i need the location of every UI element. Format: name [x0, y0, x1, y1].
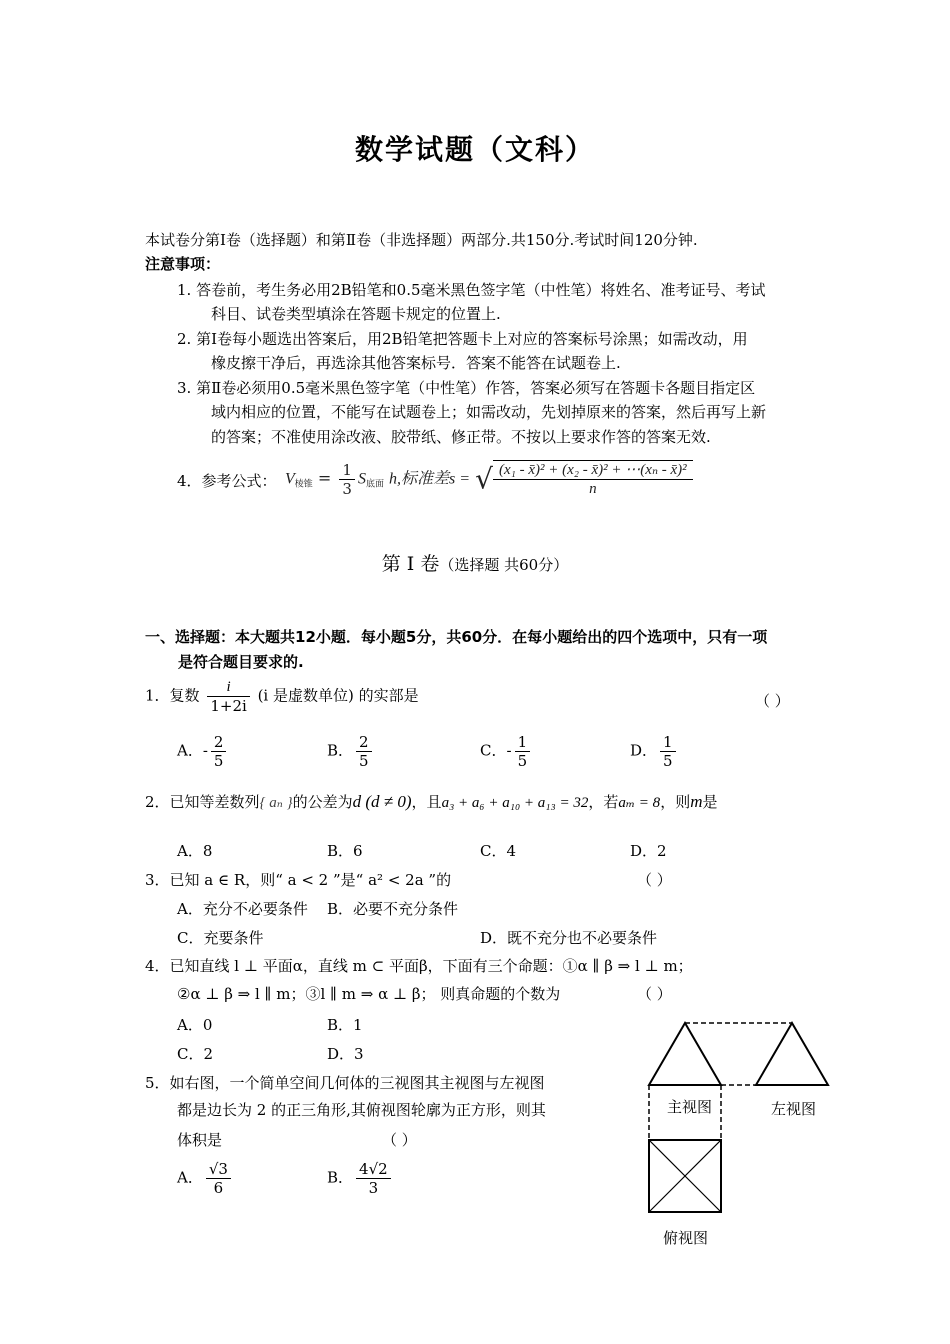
- note-2-line-1: 2. 第Ⅰ卷每小题选出答案后，用2B铅笔把答题卡上对应的答案标号涂黑；如需改动，用: [177, 330, 748, 348]
- question-3: 3．已知 a ∈ R，则“ a < 2 ”是“ a² < 2a ”的: [145, 871, 452, 889]
- question-2: 2．已知等差数列{ aₙ }的公差为d (d ≠ 0)，且a₃ + a₆ + a₁₀ + a₁₃ = 32，若aₘ = 8，则m是: [145, 792, 718, 811]
- left-view-triangle: [756, 1023, 828, 1085]
- formula-one: 1: [339, 461, 355, 480]
- formula-sqrt-den: n: [589, 481, 597, 497]
- q4-answer-paren: （ ）: [637, 985, 672, 1003]
- note-3-line-1: 3. 第Ⅱ卷必须用0.5毫米黑色签字笔（中性笔）作答，答案必须写在答题卡各题目指定区: [177, 379, 756, 397]
- part1-heading-line-2: 是符合题目要求的.: [178, 653, 304, 671]
- formula-eq: =: [317, 468, 332, 488]
- note-3-line-2: 域内相应的位置，不能写在试题卷上；如需改动，先划掉原来的答案，然后再写上新: [211, 403, 767, 421]
- intro-text: 本试卷分第Ⅰ卷（选择题）和第Ⅱ卷（非选择题）两部分.共150分.考试时间120分钟.: [145, 231, 698, 249]
- reference-formula: [285, 460, 696, 498]
- note-4-label: 4．参考公式：: [177, 472, 277, 490]
- q3-option-b: B．必要不充分条件: [327, 900, 459, 918]
- page-title: 数学试题（文科）: [354, 133, 595, 166]
- q2-option-a: A．8: [177, 842, 213, 860]
- left-view-label: 左视图: [771, 1100, 817, 1118]
- formula-h: h,标准差s =: [389, 470, 471, 488]
- note-2-line-2: 橡皮擦干净后，再选涂其他答案标号．答案不能答在试题卷上.: [211, 354, 621, 372]
- section-title: 第 Ⅰ 卷: [381, 553, 440, 575]
- q5-option-b: B． $\frac{4√2}{3}$: [327, 1160, 394, 1197]
- q4-option-c: C．2: [177, 1045, 214, 1063]
- formula-v: V: [285, 470, 295, 488]
- q4-option-a: A．0: [177, 1016, 213, 1034]
- formula-sqrt-num: (x₁ - x̄)² + (x₂ - x̄)² + ⋯(xₙ - x̄)²: [493, 461, 693, 480]
- note-1-line-2: 科目、试卷类型填涂在答题卡规定的位置上.: [211, 305, 501, 323]
- question-1: [145, 678, 419, 715]
- q3-option-c: C．充要条件: [177, 929, 264, 947]
- front-view-triangle: [649, 1023, 721, 1085]
- q1-prefix: 1．复数: [145, 686, 200, 705]
- q2-option-c: C．4: [480, 842, 517, 860]
- q4-option-b: B．1: [327, 1016, 363, 1034]
- q4-option-d: D．3: [327, 1045, 364, 1063]
- front-view-label: 主视图: [667, 1098, 713, 1116]
- notice-title: 注意事项：: [145, 255, 221, 273]
- formula-v-sub: 棱锥: [294, 479, 313, 490]
- q1-option-a: A．- $\frac{2}{5}$: [177, 733, 229, 770]
- section-heading: [0, 549, 950, 576]
- q5-option-a: A． $\frac{√3}{6}$: [177, 1160, 234, 1197]
- note-1-line-1: 1. 答卷前，考生务必用2B铅笔和0.5毫米黑色签字笔（中性笔）将姓名、准考证号、考试: [177, 281, 766, 299]
- q3-answer-paren: （ ）: [637, 871, 672, 889]
- sqrt-icon: √: [475, 462, 494, 496]
- formula-s-sub: 底面: [365, 479, 384, 490]
- question-4-line-1: 4．已知直线 l ⊥ 平面α，直线 m ⊂ 平面β，下面有三个命题：①α ∥ β ⇒ l ⊥ m；: [145, 957, 693, 975]
- q1-den: 1+2i: [210, 697, 247, 715]
- three-view-figure: [640, 1015, 840, 1245]
- note-3-line-3: 的答案；不准使用涂改液、胶带纸、修正带。不按以上要求作答的答案无效.: [211, 428, 711, 446]
- q2-option-b: B．6: [327, 842, 363, 860]
- formula-three: 3: [342, 479, 352, 498]
- part1-heading-line-1: 一、选择题：本大题共12小题．每小题5分，共60分．在每小题给出的四个选项中，只有一项: [145, 628, 768, 646]
- question-5-line-3: 体积是: [177, 1131, 223, 1149]
- q5-answer-paren: （ ）: [382, 1131, 417, 1149]
- q2-option-d: D．2: [630, 842, 667, 860]
- q1-answer-paren: （ ）: [755, 692, 790, 710]
- q1-option-b: B． $\frac{2}{5}$: [327, 733, 375, 770]
- q3-option-a: A．充分不必要条件: [177, 900, 308, 918]
- q3-option-d: D．既不充分也不必要条件: [480, 929, 658, 947]
- q1-option-c: C．- $\frac{1}{5}$: [480, 733, 533, 770]
- q1-suffix: (i 是虚数单位) 的实部是: [257, 686, 419, 705]
- section-sub: （选择题 共60分）: [439, 556, 569, 574]
- top-view-label: 俯视图: [663, 1229, 709, 1247]
- question-4-line-2: ②α ⊥ β ⇒ l ∥ m；③l ∥ m ⇒ α ⊥ β； 则真命题的个数为: [177, 985, 561, 1003]
- q1-num: i: [207, 678, 249, 697]
- question-5-line-1: 5．如右图，一个简单空间几何体的三视图其主视图与左视图: [145, 1074, 545, 1092]
- question-5-line-2: 都是边长为 2 的正三角形,其俯视图轮廓为正方形，则其: [177, 1101, 546, 1119]
- formula-s: S: [357, 470, 366, 488]
- q1-option-d: D． $\frac{1}{5}$: [630, 733, 679, 770]
